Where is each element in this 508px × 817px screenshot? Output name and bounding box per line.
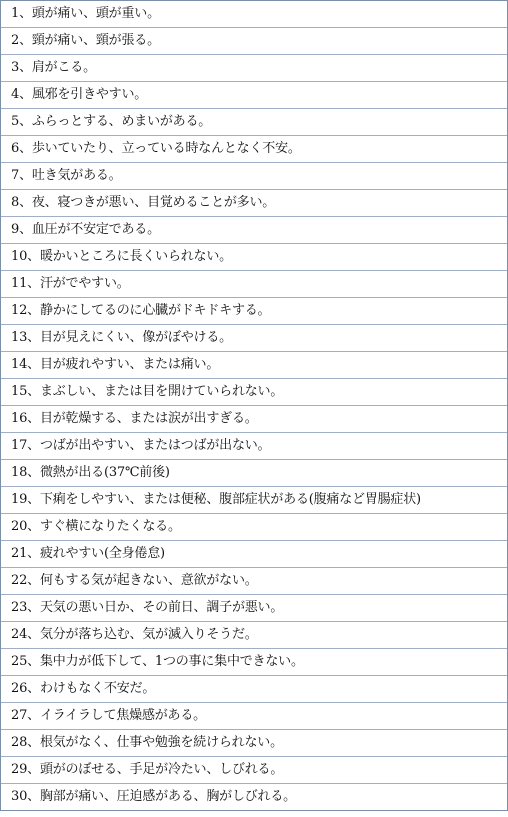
symptom-item: 30、胸部が痛い、圧迫感がある、胸がしびれる。 xyxy=(1,784,507,811)
symptom-item: 15、まぶしい、または目を開けていられない。 xyxy=(1,379,507,406)
symptom-item: 3、肩がこる。 xyxy=(1,55,507,82)
symptom-item: 7、吐き気がある。 xyxy=(1,163,507,190)
symptom-item: 11、汗がでやすい。 xyxy=(1,271,507,298)
table-row xyxy=(1,217,507,244)
symptom-item: 28、根気がなく、仕事や勉強を続けられない。 xyxy=(1,730,507,757)
table-row xyxy=(1,163,507,190)
table-row xyxy=(1,541,507,568)
table-row xyxy=(1,568,507,595)
table-row xyxy=(1,460,507,487)
symptom-item: 21、疲れやすい(全身倦怠) xyxy=(1,541,507,568)
table-row xyxy=(1,676,507,703)
table-row xyxy=(1,703,507,730)
symptom-item: 5、ふらっとする、めまいがある。 xyxy=(1,109,507,136)
table-row xyxy=(1,325,507,352)
table-row xyxy=(1,622,507,649)
table-row xyxy=(1,649,507,676)
table-row xyxy=(1,730,507,757)
table-row xyxy=(1,190,507,217)
symptom-item: 19、下痢をしやすい、または便秘、腹部症状がある(腹痛など胃腸症状) xyxy=(1,487,507,514)
table-row xyxy=(1,757,507,784)
table-row xyxy=(1,82,507,109)
symptom-item: 24、気分が落ち込む、気が滅入りそうだ。 xyxy=(1,622,507,649)
table-row xyxy=(1,352,507,379)
table-row xyxy=(1,379,507,406)
symptom-item: 16、目が乾燥する、または涙が出すぎる。 xyxy=(1,406,507,433)
symptom-item: 17、つばが出やすい、またはつばが出ない。 xyxy=(1,433,507,460)
table-row xyxy=(1,28,507,55)
symptom-item: 14、目が疲れやすい、または痛い。 xyxy=(1,352,507,379)
table-row xyxy=(1,595,507,622)
symptom-item: 22、何もする気が起きない、意欲がない。 xyxy=(1,568,507,595)
symptom-item: 9、血圧が不安定である。 xyxy=(1,217,507,244)
table-row xyxy=(1,1,507,28)
symptom-item: 25、集中力が低下して、1つの事に集中できない。 xyxy=(1,649,507,676)
symptom-item: 12、静かにしてるのに心臓がドキドキする。 xyxy=(1,298,507,325)
symptom-table xyxy=(1,1,507,810)
table-row xyxy=(1,784,507,811)
table-row xyxy=(1,244,507,271)
symptom-item: 18、微熱が出る(37℃前後) xyxy=(1,460,507,487)
symptom-item: 29、頭がのぼせる、手足が冷たい、しびれる。 xyxy=(1,757,507,784)
symptom-item: 6、歩いていたり、立っている時なんとなく不安。 xyxy=(1,136,507,163)
symptom-item: 26、わけもなく不安だ。 xyxy=(1,676,507,703)
symptom-item: 27、イライラして焦燥感がある。 xyxy=(1,703,507,730)
symptom-item: 20、すぐ横になりたくなる。 xyxy=(1,514,507,541)
table-row xyxy=(1,433,507,460)
table-row xyxy=(1,136,507,163)
symptom-item: 1、頭が痛い、頭が重い。 xyxy=(11,6,160,21)
table-row xyxy=(1,109,507,136)
symptom-item: 23、天気の悪い日か、その前日、調子が悪い。 xyxy=(1,595,507,622)
symptom-item: 4、風邪を引きやすい。 xyxy=(1,82,507,109)
symptom-item: 2、頸が痛い、頸が張る。 xyxy=(1,28,507,55)
symptom-item: 10、暖かいところに長くいられない。 xyxy=(1,244,507,271)
table-row xyxy=(1,406,507,433)
table-row xyxy=(1,55,507,82)
table-row xyxy=(1,514,507,541)
table-row xyxy=(1,271,507,298)
symptom-item: 8、夜、寝つきが悪い、目覚めることが多い。 xyxy=(1,190,507,217)
table-row xyxy=(1,487,507,514)
table-row xyxy=(1,298,507,325)
symptom-item: 13、目が見えにくい、像がぼやける。 xyxy=(1,325,507,352)
